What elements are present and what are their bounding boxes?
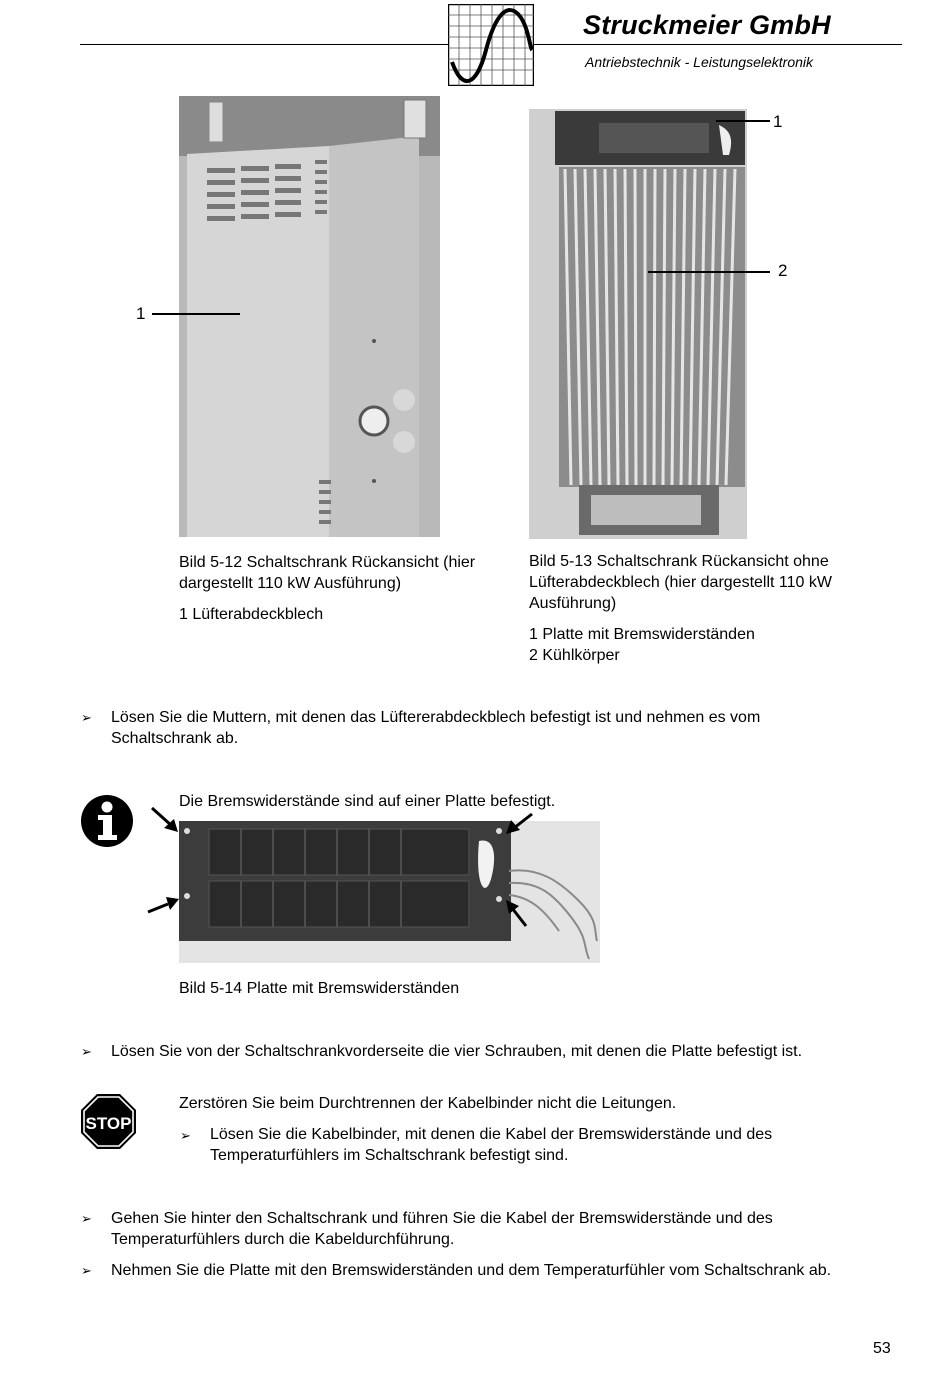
instruction-substep: Lösen Sie die Kabelbinder, mit denen die Kabel der Bremswiderstände und des Temperaturfühlers im Schaltschrank befestigt sind. xyxy=(210,1126,773,1164)
cabinet-heatsink-photo xyxy=(529,109,747,539)
sine-wave-logo xyxy=(448,4,534,86)
figure-legend-item: 2 Kühlkörper xyxy=(529,647,620,664)
arrow-pointer-icon xyxy=(504,898,530,928)
page-number: 53 xyxy=(873,1340,891,1357)
callout-leader-line xyxy=(716,120,770,122)
arrow-pointer-icon xyxy=(150,806,180,834)
brake-resistor-plate-photo xyxy=(179,821,600,963)
arrow-bullet-icon: ➢ xyxy=(81,1044,92,1059)
callout-number: 2 xyxy=(778,261,788,280)
arrow-pointer-icon xyxy=(146,894,180,916)
info-note-text: Die Bremswiderstände sind auf einer Platte befestigt. xyxy=(179,793,556,810)
figure-caption: Bild 5-14 Platte mit Bremswiderständen xyxy=(179,980,460,997)
stop-sign-label: STOP xyxy=(85,1114,132,1133)
instruction-step: Gehen Sie hinter den Schaltschrank und führen Sie die Kabel der Bremswiderstände und des Temperaturfühlers durch die Kabeldurchführung. xyxy=(111,1210,773,1248)
figure-caption: Bild 5-12 Schaltschrank Rückansicht (hier dargestellt 110 kW Ausführung) xyxy=(179,554,476,592)
figure-caption: Bild 5-13 Schaltschrank Rückansicht ohne Lüfterabdeckblech (hier dargestellt 110 kW Ausführung) xyxy=(529,553,832,612)
warning-text: Zerstören Sie beim Durchtrennen der Kabelbinder nicht die Leitungen. xyxy=(179,1095,677,1112)
company-tagline: Antriebstechnik - Leistungselektronik xyxy=(585,54,814,70)
instruction-step: Lösen Sie die Muttern, mit denen das Lüftererabdeckblech befestigt ist und nehmen es vom Schaltschrank ab. xyxy=(111,709,761,747)
company-name: Struckmeier GmbH xyxy=(583,10,831,40)
callout-number: 1 xyxy=(136,304,146,323)
stop-sign-icon xyxy=(80,1093,137,1150)
cabinet-rear-photo xyxy=(179,96,440,537)
arrow-pointer-icon xyxy=(504,812,534,836)
arrow-bullet-icon: ➢ xyxy=(180,1128,191,1143)
info-icon xyxy=(80,794,134,848)
callout-leader-line xyxy=(152,313,240,315)
callout-number: 1 xyxy=(773,112,783,131)
callout-leader-line xyxy=(648,271,770,273)
instruction-step: Lösen Sie von der Schaltschrankvorderseite die vier Schrauben, mit denen die Platte befestigt ist. xyxy=(111,1043,803,1060)
arrow-bullet-icon: ➢ xyxy=(81,1211,92,1226)
figure-legend-item: 1 Lüfterabdeckblech xyxy=(179,606,324,623)
instruction-step: Nehmen Sie die Platte mit den Bremswiderständen und dem Temperaturfühler vom Schaltschrank ab. xyxy=(111,1262,832,1279)
arrow-bullet-icon: ➢ xyxy=(81,710,92,725)
figure-legend-item: 1 Platte mit Bremswiderständen xyxy=(529,626,755,643)
arrow-bullet-icon: ➢ xyxy=(81,1263,92,1278)
